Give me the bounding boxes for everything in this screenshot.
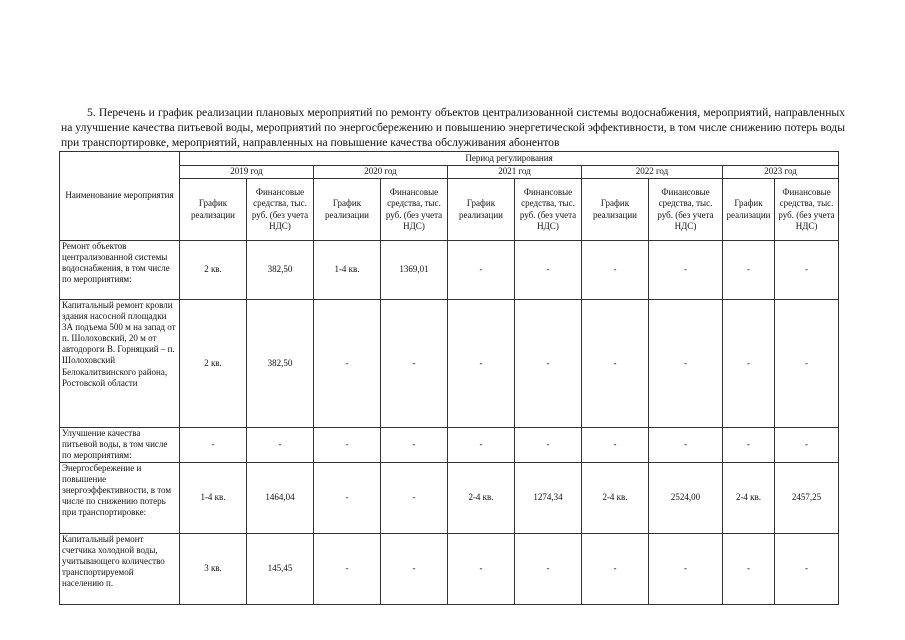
schedule-cell: - <box>723 241 775 300</box>
finance-header: Финансовые средства, тыс. руб. (без учета НДС) <box>775 179 839 241</box>
table-row <box>60 428 839 463</box>
finance-cell: - <box>775 534 839 605</box>
period-header: Период регулирования <box>180 152 839 166</box>
finance-cell: - <box>775 300 839 428</box>
schedule-cell: - <box>582 534 649 605</box>
plan-table <box>59 151 839 605</box>
finance-cell: 2457,25 <box>775 463 839 534</box>
schedule-cell: 2-4 кв. <box>448 463 515 534</box>
finance-cell: - <box>649 534 723 605</box>
schedule-header: График реализации <box>180 179 247 241</box>
finance-cell: - <box>381 463 448 534</box>
table-row <box>60 463 839 534</box>
schedule-cell: 2 кв. <box>180 300 247 428</box>
finance-cell: - <box>515 300 582 428</box>
schedule-cell: - <box>723 300 775 428</box>
year-header: 2022 год <box>582 166 723 179</box>
finance-cell: - <box>381 300 448 428</box>
schedule-cell: - <box>448 534 515 605</box>
schedule-cell: - <box>448 300 515 428</box>
schedule-cell: - <box>448 428 515 463</box>
schedule-cell: 1-4 кв. <box>180 463 247 534</box>
table-row <box>60 534 839 605</box>
finance-cell: - <box>381 534 448 605</box>
schedule-cell: - <box>582 428 649 463</box>
finance-header: Финансовые средства, тыс. руб. (без учета НДС) <box>649 179 723 241</box>
schedule-cell: - <box>448 241 515 300</box>
schedule-cell: 2-4 кв. <box>582 463 649 534</box>
finance-cell: 382,50 <box>247 241 314 300</box>
finance-cell: - <box>515 241 582 300</box>
finance-cell: 1369,01 <box>381 241 448 300</box>
schedule-cell: 2-4 кв. <box>723 463 775 534</box>
finance-cell: 145,45 <box>247 534 314 605</box>
schedule-cell: - <box>582 300 649 428</box>
finance-cell: - <box>381 428 448 463</box>
schedule-header: График реализации <box>723 179 775 241</box>
activity-name: Капитальный ремонт счетчика холодной воды, учитывающего количество транспортируемой населению п. <box>60 534 180 605</box>
year-header: 2023 год <box>723 166 839 179</box>
finance-cell: - <box>775 428 839 463</box>
schedule-header: График реализации <box>314 179 381 241</box>
finance-header: Финансовые средства, тыс. руб. (без учета НДС) <box>515 179 582 241</box>
schedule-header: График реализации <box>582 179 649 241</box>
activity-name: Улучшение качества питьевой воды, в том числе по мероприятиям: <box>60 428 180 463</box>
finance-cell: - <box>649 428 723 463</box>
section-heading: 5. Перечень и график реализации плановых мероприятий по ремонту объектов централизованной системы водоснабжения, мероприятий, направленных на улучшение качества питьевой воды, мероприятий по энергосбережению и повышению энергетической эффективности, в том числе снижению потерь воды при транспортировке, мероприятий, направленных на повышение качества обслуживания абонентов <box>61 105 845 149</box>
schedule-header: График реализации <box>448 179 515 241</box>
finance-cell: 2524,00 <box>649 463 723 534</box>
schedule-cell: - <box>314 428 381 463</box>
schedule-cell: 1-4 кв. <box>314 241 381 300</box>
schedule-cell: - <box>180 428 247 463</box>
finance-cell: 382,50 <box>247 300 314 428</box>
table-row <box>60 300 839 428</box>
finance-cell: 1274,34 <box>515 463 582 534</box>
activity-name: Капитальный ремонт кровли здания насосной площадки 3А подъема 500 м на запад от п. Шолоховский, 20 м от автодороги В. Горняцкий – п. Шолоховский Белокалитвинского района, Ростовской области <box>60 300 180 428</box>
activity-name: Энергосбережение и повышение энергоэффективности, в том числе по снижению потерь при транспортировке: <box>60 463 180 534</box>
finance-cell: - <box>515 428 582 463</box>
schedule-cell: - <box>723 428 775 463</box>
table-row <box>60 241 839 300</box>
schedule-cell: - <box>723 534 775 605</box>
year-header: 2021 год <box>448 166 582 179</box>
finance-cell: - <box>649 241 723 300</box>
schedule-cell: - <box>582 241 649 300</box>
schedule-cell: - <box>314 463 381 534</box>
finance-header: Финансовые средства, тыс. руб. (без учета НДС) <box>381 179 448 241</box>
column-header-name: Наименование мероприятия <box>60 152 180 241</box>
activity-name: Ремонт объектов централизованной системы водоснабжения, в том числе по мероприятиям: <box>60 241 180 300</box>
finance-cell: - <box>649 300 723 428</box>
schedule-cell: - <box>314 300 381 428</box>
finance-header: Финансовые средства, тыс. руб. (без учета НДС) <box>247 179 314 241</box>
schedule-cell: 2 кв. <box>180 241 247 300</box>
schedule-cell: - <box>314 534 381 605</box>
finance-cell: - <box>515 534 582 605</box>
finance-cell: - <box>775 241 839 300</box>
finance-cell: - <box>247 428 314 463</box>
year-header: 2020 год <box>314 166 448 179</box>
schedule-cell: 3 кв. <box>180 534 247 605</box>
finance-cell: 1464,04 <box>247 463 314 534</box>
year-header: 2019 год <box>180 166 314 179</box>
